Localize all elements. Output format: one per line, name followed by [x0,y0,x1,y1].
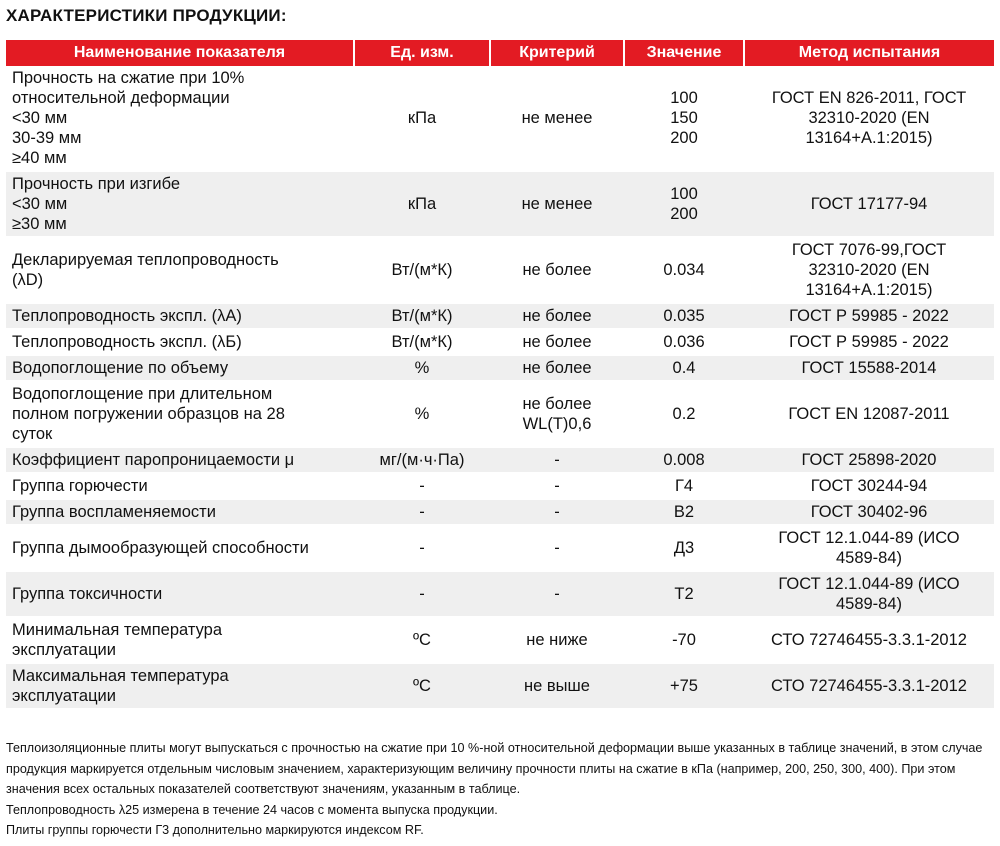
cell-method-line: ГОСТ Р 59985 - 2022 [789,333,949,351]
cell-method-line: СТО 72746455-3.3.1-2012 [771,631,967,649]
cell-value [624,355,744,381]
cell-method-line: СТО 72746455-3.3.1-2012 [771,677,967,695]
cell-value-line: 0.035 [663,307,705,325]
cell-name-line: Минимальная температура [12,621,222,639]
cell-value [624,617,744,663]
table-row [6,381,994,447]
cell-unit: - [354,473,490,499]
cell-criterion-line: WL(T)0,6 [522,415,592,433]
cell-criterion [490,66,624,171]
cell-criterion [490,663,624,709]
cell-name [6,473,354,499]
cell-criterion [490,473,624,499]
cell-name-line: эксплуатации [12,687,116,705]
cell-criterion-line: не менее [521,195,593,213]
cell-name-line: 30-39 мм [12,129,82,147]
cell-unit: мг/(м·ч·Па) [354,447,490,473]
cell-value-line: -70 [672,631,696,649]
header-method: Метод испытания [744,40,994,66]
footnote: Теплоизоляционные плиты могут выпускаться с прочностью на сжатие при 10 %-ной относительной деформации выше указанных в таблице значений, в этом случае продукция маркируется отдельным числовым значением, характеризующим величину прочности плиты на сжатие в кПа (например, 200, 250, 300, 400). При этом значения всех остальных показателей соответствуют значениям, указанным в таблице. [6,741,983,796]
table-row [6,499,994,525]
cell-value [624,571,744,617]
cell-method [744,66,994,171]
cell-unit: Вт/(м*К) [354,237,490,303]
cell-method-line: ГОСТ 12.1.044-89 (ИСО [778,575,960,593]
cell-value [624,171,744,237]
cell-criterion-line: не более [522,395,592,413]
cell-name-line: полном погружении образцов на 28 [12,405,285,423]
cell-name [6,525,354,571]
cell-name-line: <30 мм [12,109,68,127]
cell-method-line: ГОСТ EN 12087-2011 [788,405,950,423]
cell-name-line: Водопоглощение при длительном [12,385,273,403]
cell-criterion-line: - [554,539,560,557]
cell-value-line: 0.036 [663,333,705,351]
cell-name-line: ≥40 мм [12,149,67,167]
cell-criterion [490,171,624,237]
cell-name [6,499,354,525]
cell-method [744,303,994,329]
cell-criterion [490,499,624,525]
cell-value-line: 200 [670,205,698,223]
cell-method-line: 32310-2020 (EN [808,261,930,279]
cell-name-line: Прочность на сжатие при 10% [12,69,245,87]
cell-method-line: 32310-2020 (EN [808,109,930,127]
cell-method-line: ГОСТ 12.1.044-89 (ИСО [778,529,960,547]
cell-unit: кПа [354,66,490,171]
cell-name-line: Теплопроводность экспл. (λA) [12,307,242,325]
header-criterion: Критерий [490,40,624,66]
cell-value-line: 100 [670,185,698,203]
cell-criterion [490,237,624,303]
table-row [6,171,994,237]
page-title: ХАРАКТЕРИСТИКИ ПРОДУКЦИИ: [6,6,287,25]
cell-name-line: Группа горючести [12,477,148,495]
cell-name [6,171,354,237]
cell-value-line: 200 [670,129,698,147]
cell-criterion [490,355,624,381]
table-row [6,663,994,709]
table-row [6,237,994,303]
cell-value-line: Т2 [674,585,694,603]
table-header-row [6,40,994,66]
cell-unit: - [354,571,490,617]
table-row [6,303,994,329]
cell-name [6,355,354,381]
cell-value [624,66,744,171]
cell-name-line: относительной деформации [12,89,230,107]
cell-unit: ºС [354,663,490,709]
cell-criterion-line: не более [522,333,592,351]
table-body [6,66,994,709]
cell-value-line: 0.2 [672,405,696,423]
cell-method [744,171,994,237]
cell-method [744,525,994,571]
table-row [6,329,994,355]
cell-value [624,663,744,709]
cell-name-line: Теплопроводность экспл. (λБ) [12,333,242,351]
cell-method [744,355,994,381]
cell-value-line: 100 [670,89,698,107]
cell-name-line: суток [12,425,53,443]
cell-name [6,237,354,303]
cell-name-line: Декларируемая теплопроводность [12,251,279,269]
cell-method-line: ГОСТ 25898-2020 [801,451,937,469]
cell-name [6,447,354,473]
cell-name [6,617,354,663]
cell-criterion-line: - [554,503,560,521]
cell-method-line: ГОСТ 7076-99,ГОСТ [791,241,947,259]
cell-name [6,381,354,447]
header-unit: Ед. изм. [354,40,490,66]
cell-value [624,381,744,447]
cell-unit: % [354,381,490,447]
cell-value-line: 0.034 [663,261,705,279]
cell-criterion [490,571,624,617]
cell-criterion-line: не более [522,261,592,279]
footnote: Теплопроводность λ25 измерена в течение 24 часов с момента выпуска продукции. [6,802,498,817]
cell-value [624,473,744,499]
footnotes [6,738,994,841]
cell-unit: Вт/(м*К) [354,329,490,355]
table-row [6,447,994,473]
cell-value-line: 150 [670,109,698,127]
cell-name [6,66,354,171]
cell-name [6,663,354,709]
cell-name-line: Прочность при изгибе [12,175,181,193]
cell-method [744,329,994,355]
cell-method-line: 4589-84) [835,549,903,567]
cell-method-line: 13164+A.1:2015) [805,281,933,299]
cell-name-line: Группа дымообразующей способности [12,539,309,557]
cell-value [624,329,744,355]
cell-unit: ºС [354,617,490,663]
cell-unit: кПа [354,171,490,237]
cell-value-line: В2 [673,503,695,521]
header-value: Значение [624,40,744,66]
cell-name [6,329,354,355]
cell-method-line: ГОСТ 30244-94 [810,477,928,495]
table-row [6,571,994,617]
cell-criterion-line: не выше [524,677,590,695]
cell-criterion-line: - [554,451,560,469]
cell-name-line: Группа токсичности [12,585,163,603]
characteristics-table [6,40,994,710]
cell-criterion-line: - [554,477,560,495]
table-row [6,355,994,381]
cell-method [744,381,994,447]
cell-value [624,237,744,303]
cell-criterion-line: не более [522,307,592,325]
cell-value [624,303,744,329]
cell-unit: - [354,525,490,571]
cell-name [6,571,354,617]
cell-criterion [490,381,624,447]
cell-value [624,499,744,525]
cell-criterion-line: не менее [521,109,593,127]
table-row [6,617,994,663]
cell-name-line: Группа воспламеняемости [12,503,216,521]
cell-name-line: (λD) [12,271,44,289]
cell-method [744,473,994,499]
cell-method-line: ГОСТ EN 826-2011, ГОСТ [771,89,967,107]
cell-name [6,303,354,329]
cell-criterion [490,525,624,571]
cell-method [744,663,994,709]
cell-criterion [490,617,624,663]
cell-name-line: Максимальная температура [12,667,229,685]
cell-method [744,571,994,617]
cell-criterion-line: не ниже [526,631,588,649]
table-row [6,473,994,499]
cell-method-line: 13164+A.1:2015) [805,129,933,147]
cell-value-line: 0.4 [672,359,696,377]
cell-method-line: ГОСТ 15588-2014 [801,359,937,377]
cell-method-line: ГОСТ 17177-94 [810,195,928,213]
cell-criterion [490,329,624,355]
header-name: Наименование показателя [6,40,354,66]
cell-criterion [490,447,624,473]
cell-value-line: 0.008 [663,451,705,469]
cell-unit: - [354,499,490,525]
cell-criterion-line: не более [522,359,592,377]
cell-method [744,499,994,525]
cell-method-line: 4589-84) [835,595,903,613]
cell-name-line: Водопоглощение по объему [12,359,229,377]
cell-unit: % [354,355,490,381]
table-row [6,66,994,171]
cell-value-line: Д3 [673,539,695,557]
cell-method [744,617,994,663]
cell-method [744,447,994,473]
cell-value-line: Г4 [674,477,694,495]
cell-method [744,237,994,303]
cell-value [624,525,744,571]
footnote: Плиты группы горючести Г3 дополнительно маркируются индексом RF. [6,823,424,837]
cell-criterion [490,303,624,329]
cell-name-line: ≥30 мм [12,215,67,233]
cell-value-line: +75 [670,677,698,695]
cell-value [624,447,744,473]
cell-name-line: эксплуатации [12,641,116,659]
cell-method-line: ГОСТ Р 59985 - 2022 [789,307,949,325]
cell-name-line: <30 мм [12,195,68,213]
cell-unit: Вт/(м*К) [354,303,490,329]
table-row [6,525,994,571]
cell-criterion-line: - [554,585,560,603]
cell-method-line: ГОСТ 30402-96 [810,503,928,521]
cell-name-line: Коэффициент паропроницаемости μ [12,451,295,469]
